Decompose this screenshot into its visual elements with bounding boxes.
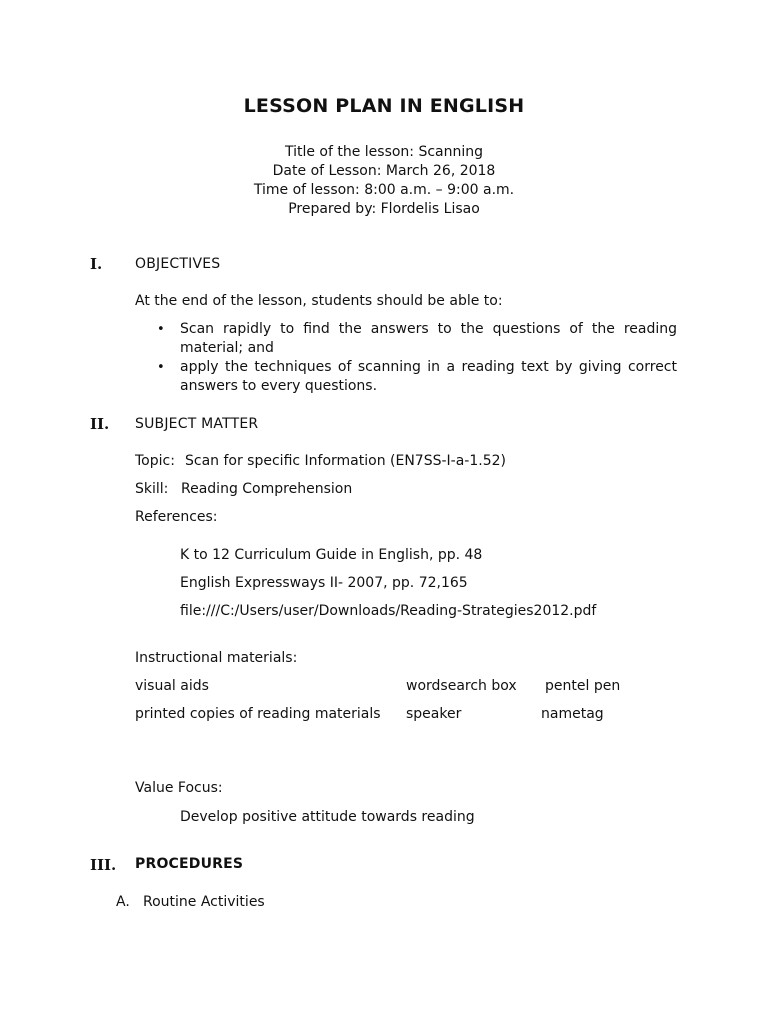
- topic-value: Scan for specific Information (EN7SS-I-a-1.52): [185, 453, 506, 469]
- objectives-intro: At the end of the lesson, students should be able to:: [135, 293, 503, 309]
- meta-prepared-by: Prepared by: Flordelis Lisao: [288, 201, 480, 217]
- material-item: speaker: [406, 706, 462, 722]
- section-heading-procedures: PROCEDURES: [135, 856, 244, 872]
- reference-item: English Expressways II- 2007, pp. 72,165: [180, 575, 468, 591]
- section-number-subject-matter: II.: [90, 415, 110, 433]
- value-focus-label: Value Focus:: [135, 780, 223, 796]
- material-item: pentel pen: [545, 678, 621, 694]
- material-item: printed copies of reading materials: [135, 706, 381, 722]
- section-heading-subject-matter: SUBJECT MATTER: [135, 416, 259, 432]
- meta-lesson-time: Time of lesson: 8:00 a.m. – 9:00 a.m.: [253, 182, 515, 198]
- material-item: visual aids: [135, 678, 209, 694]
- meta-lesson-date: Date of Lesson: March 26, 2018: [272, 163, 496, 179]
- topic-label: Topic:: [135, 453, 175, 469]
- objective-item: apply the techniques of scanning in a reading text by giving correct answers to every questions.: [180, 359, 677, 394]
- material-item: wordsearch box: [406, 678, 517, 694]
- section-number-objectives: I.: [90, 255, 103, 273]
- references-label: References:: [135, 509, 218, 525]
- objective-item: Scan rapidly to find the answers to the questions of the reading material; and: [180, 321, 677, 356]
- material-item: nametag: [541, 706, 604, 722]
- section-heading-objectives: OBJECTIVES: [135, 256, 221, 272]
- bullet-icon: •: [157, 360, 165, 375]
- meta-lesson-title: Title of the lesson: Scanning: [284, 144, 484, 160]
- skill-label: Skill:: [135, 481, 169, 497]
- reference-item: file:///C:/Users/user/Downloads/Reading-Strategies2012.pdf: [180, 603, 597, 619]
- section-number-procedures: III.: [90, 856, 117, 874]
- procedure-item-label: Routine Activities: [143, 894, 265, 910]
- bullet-icon: •: [157, 322, 165, 337]
- skill-value: Reading Comprehension: [181, 481, 353, 497]
- value-focus-text: Develop positive attitude towards reading: [180, 809, 475, 825]
- reference-item: K to 12 Curriculum Guide in English, pp. 48: [180, 547, 483, 563]
- document-title: LESSON PLAN IN ENGLISH: [243, 95, 525, 117]
- procedure-letter: A.: [116, 894, 130, 910]
- materials-label: Instructional materials:: [135, 650, 298, 666]
